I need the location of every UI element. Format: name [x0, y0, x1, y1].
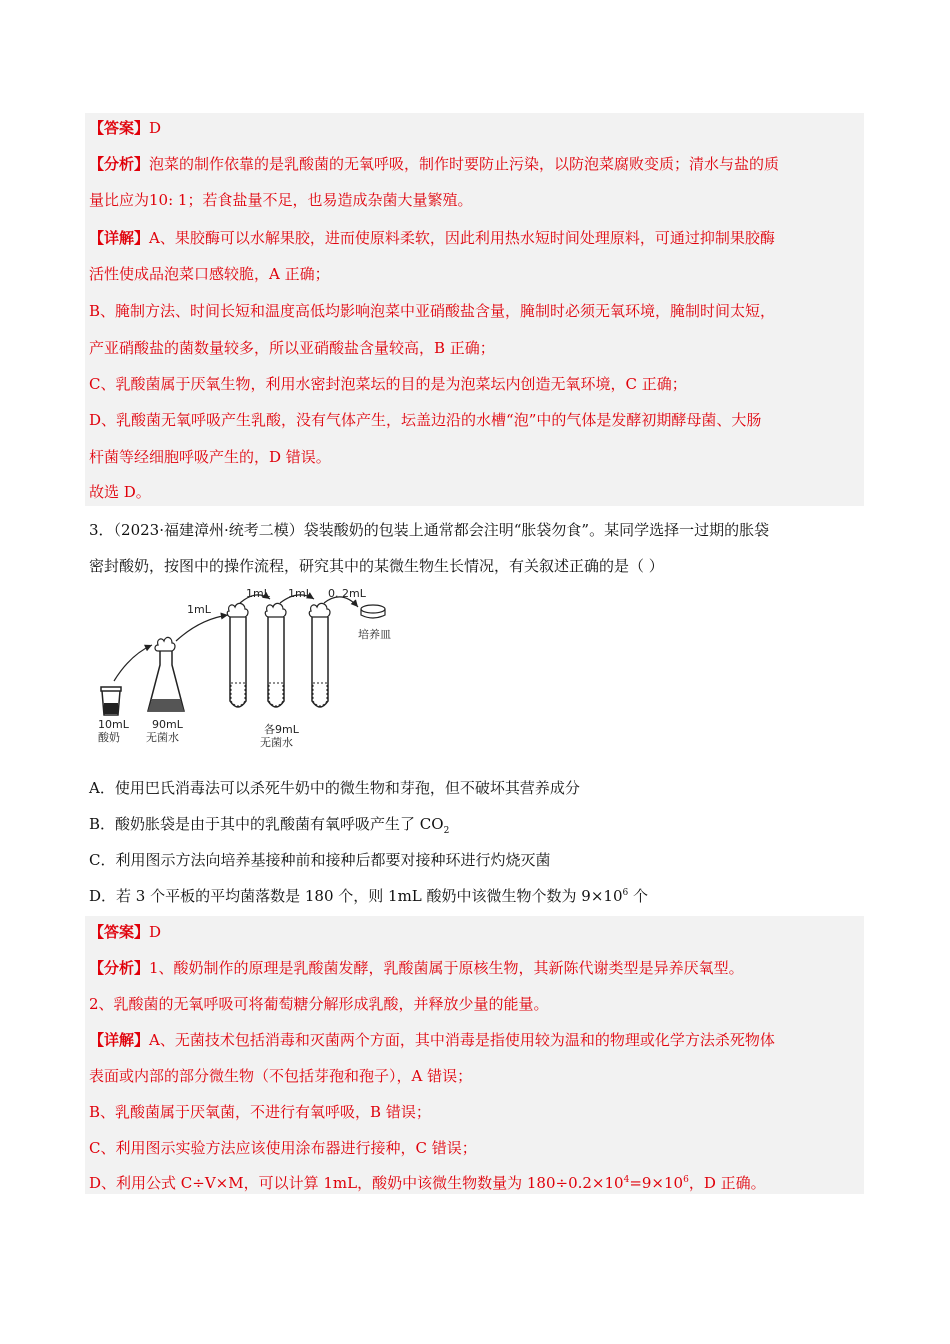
q3-stem-line-2: 密封酸奶，按图中的操作流程，研究其中的某微生物生长情况，有关叙述正确的是（ ）	[89, 557, 664, 575]
yogurt-volume-label: 10mL	[98, 718, 129, 731]
q2-analysis-line-1: 【分析】泡菜的制作依靠的是乳酸菌的无氧呼吸，制作时要防止污染，以防泡菜腐败变质；清水与盐的质	[89, 155, 780, 173]
q2-detail-a-line-1: 【详解】A、果胶酶可以水解果胶，进而使原料柔软，因此利用热水短时间处理原料，可通过抑制果胶酶	[89, 229, 775, 247]
petri-dish-icon	[361, 605, 385, 618]
q3-analysis-line-1: 【分析】1、酸奶制作的原理是乳酸菌发酵，乳酸菌属于原核生物，其新陈代谢类型是异养厌氧型。	[89, 959, 744, 977]
q3-option-d: D．若 3 个平板的平均菌落数是 180 个，则 1mL 酸奶中该微生物个数为 $9\times 10^6$ 个	[89, 887, 649, 905]
q3-stem-line-1: 3．（2023·福建漳州·统考二模）袋装酸奶的包装上通常都会注明“胀袋勿食”。某同学选择一过期的胀袋	[89, 521, 770, 539]
q3-analysis-line-2: 2、乳酸菌的无氧呼吸可将葡萄糖分解形成乳酸，并释放少量的能量。	[89, 995, 549, 1013]
q2-conclusion: 故选 D。	[89, 483, 151, 501]
yogurt-name-label: 酸奶	[98, 731, 120, 744]
q3-detail-c: C、利用图示实验方法应该使用涂布器进行接种，C 错误；	[89, 1139, 477, 1157]
q2-detail-b-line-2: 产亚硝酸盐的菌数量较多，所以亚硝酸盐含量较高，B 正确；	[89, 339, 495, 357]
q2-detail-b-line-1: B、腌制方法、时间长短和温度高低均影响泡菜中亚硝酸盐含量，腌制时必须无氧环境，腌制时间太短，	[89, 302, 776, 320]
tubes-volume-label: 各9mL	[264, 723, 299, 736]
flask-volume-label: 90mL	[152, 718, 183, 731]
tubes-name-label: 无菌水	[260, 736, 293, 749]
arrow-4-volume: 0. 2mL	[328, 587, 366, 600]
q3-detail-a-line-1: 【详解】A、无菌技术包括消毒和灭菌两个方面，其中消毒是指使用较为温和的物理或化学方法杀死物体	[89, 1031, 775, 1049]
flask-name-label: 无菌水	[146, 731, 179, 744]
q2-detail-d-line-1: D、乳酸菌无氧呼吸产生乳酸，没有气体产生，坛盖边沿的水槽“泡”中的气体是发酵初期酵母菌、大肠	[89, 411, 762, 429]
test-tube-2-icon	[265, 603, 286, 707]
flask-icon	[148, 637, 184, 711]
q3-detail-b: B、乳酸菌属于厌氧菌，不进行有氧呼吸，B 错误；	[89, 1103, 431, 1121]
q2-analysis-line-2: 量比应为10: 1；若食盐量不足，也易造成杂菌大量繁殖。	[89, 191, 473, 209]
arrow-flask-to-tube-1	[176, 615, 228, 641]
q2-detail-d-line-2: 杆菌等经细胞呼吸产生的，D 错误。	[89, 448, 331, 466]
dilution-procedure-figure	[90, 583, 420, 755]
test-tube-1-icon	[227, 603, 248, 707]
q2-detail-a-line-2: 活性使成品泡菜口感较脆，A 正确；	[89, 265, 330, 283]
arrow-1-volume: 1mL	[187, 603, 211, 616]
q3-option-c: C．利用图示方法向培养基接种前和接种后都要对接种环进行灼烧灭菌	[89, 851, 551, 869]
arrow-3-volume: 1mL	[288, 587, 312, 600]
q2-answer: 【答案】D	[89, 119, 162, 137]
arrow-2-volume: 1mL	[246, 587, 270, 600]
arrow-to-flask	[114, 645, 152, 681]
q3-option-a: A．使用巴氏消毒法可以杀死牛奶中的微生物和芽孢，但不破坏其营养成分	[89, 779, 580, 797]
q3-detail-d: D、利用公式 C÷V×M，可以计算 1mL，酸奶中该微生物数量为 $180\div 0.2\times 10^4=9\times 10^6$，D 正确。	[89, 1174, 766, 1192]
petri-dish-label: 培养皿	[358, 628, 391, 641]
q3-option-b: B．酸奶胀袋是由于其中的乳酸菌有氧呼吸产生了 $CO_2$	[89, 815, 450, 836]
q3-detail-a-line-2: 表面或内部的部分微生物（不包括芽孢和孢子），A 错误；	[89, 1067, 473, 1085]
q2-detail-c: C、乳酸菌属于厌氧生物，利用水密封泡菜坛的目的是为泡菜坛内创造无氧环境，C 正确；	[89, 375, 687, 393]
yogurt-cup-icon	[101, 687, 121, 715]
q3-answer: 【答案】D	[89, 923, 162, 941]
test-tube-3-icon	[309, 603, 330, 707]
